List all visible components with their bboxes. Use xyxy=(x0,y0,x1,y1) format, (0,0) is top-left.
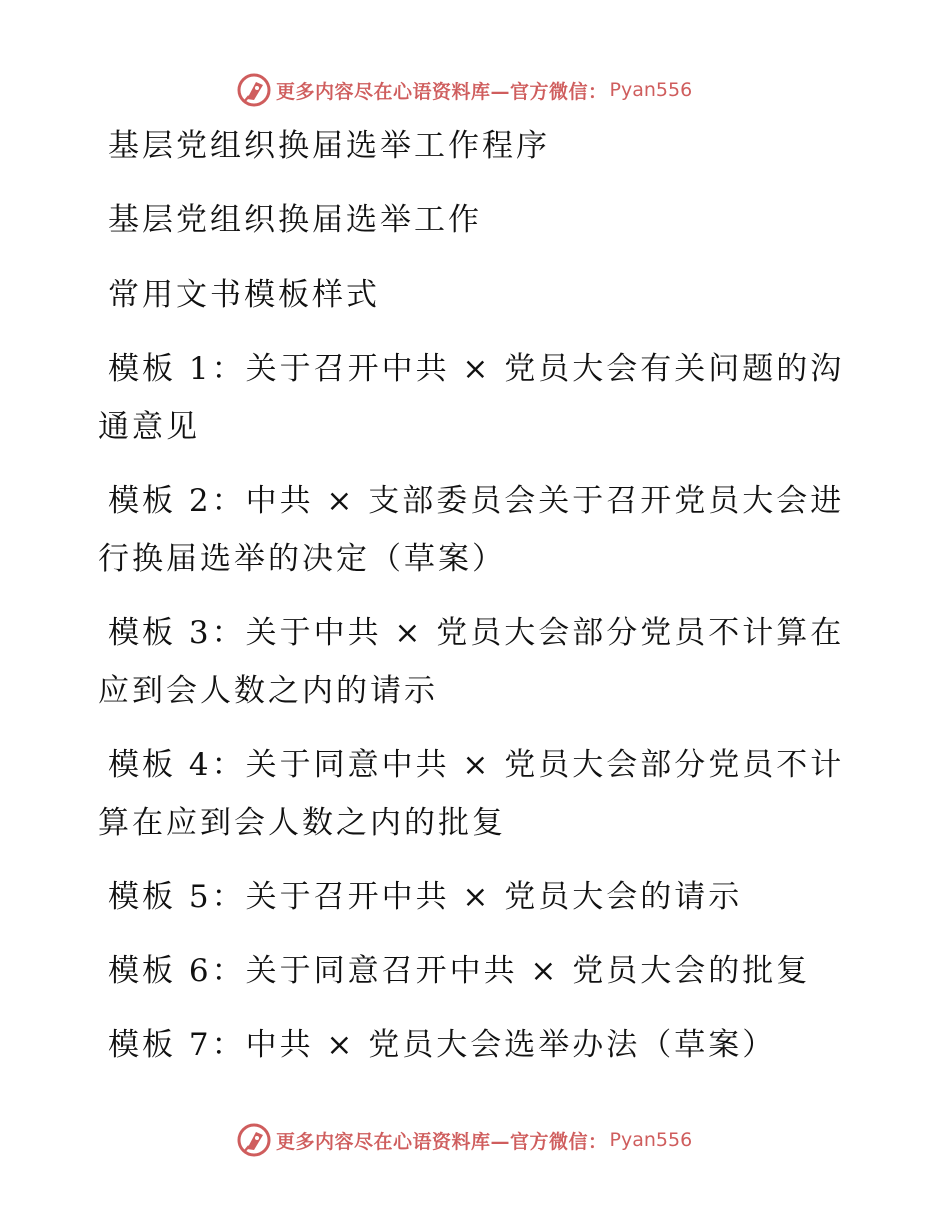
watermark-text: 更多内容尽在心语资料库—官方微信： xyxy=(276,80,608,103)
pen-nib-logo-icon xyxy=(236,1122,272,1158)
template-item-6: 模板 6：关于同意召开中共 × 党员大会的批复 xyxy=(108,953,811,989)
watermark-handle: Pyan556 xyxy=(609,1129,693,1151)
template-item-3: 模板 3：关于中共 × 党员大会部分党员不计算在应到会人数之内的请示 xyxy=(98,615,845,709)
template-item-4: 模板 4：关于同意中共 × 党员大会部分党员不计算在应到会人数之内的批复 xyxy=(98,747,845,841)
template-item-7: 模板 7：中共 × 党员大会选举办法（草案） xyxy=(108,1027,777,1063)
template-item-5: 模板 5：关于召开中共 × 党员大会的请示 xyxy=(108,879,743,915)
document-subtitle: 基层党组织换届选举工作 xyxy=(108,202,482,238)
template-item-1: 模板 1：关于召开中共 × 党员大会有关问题的沟通意见 xyxy=(98,351,845,445)
watermark-text: 更多内容尽在心语资料库—官方微信： xyxy=(276,1130,608,1153)
footer-watermark xyxy=(236,1120,692,1160)
template-item-2: 模板 2：中共 × 支部委员会关于召开党员大会进行换届选举的决定（草案） xyxy=(98,483,845,577)
pen-nib-logo-icon xyxy=(236,72,272,108)
document-title: 基层党组织换届选举工作程序 xyxy=(108,128,550,164)
section-heading: 常用文书模板样式 xyxy=(108,277,380,313)
header-watermark xyxy=(236,70,692,110)
watermark-handle: Pyan556 xyxy=(609,79,693,101)
